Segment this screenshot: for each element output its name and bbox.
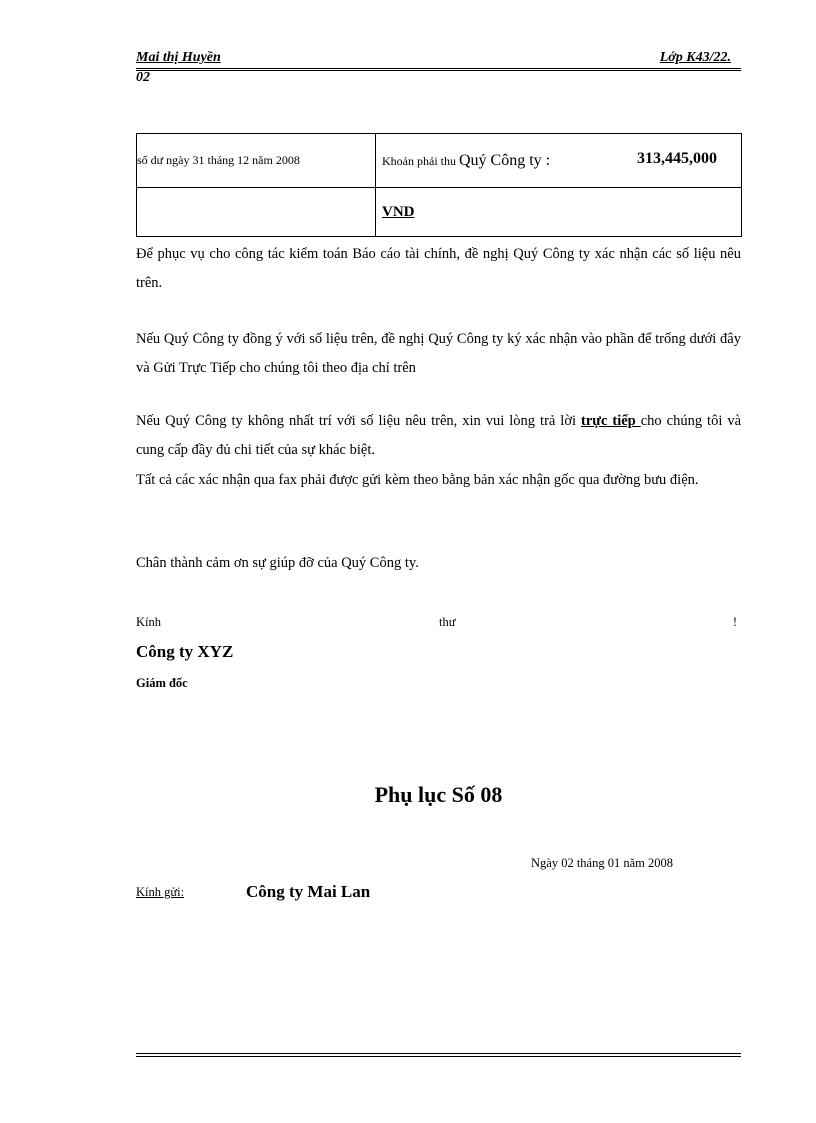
header-author: Mai thị Huyền: [136, 50, 221, 65]
receivable-amount: 313,445,000: [637, 150, 717, 167]
appendix-date: Ngày 02 tháng 01 năm 2008: [531, 856, 673, 870]
header-rule: [136, 68, 741, 71]
direct-emphasis: trực tiếp: [581, 413, 641, 429]
company-label: Quý Công ty :: [459, 151, 551, 169]
paragraph-disagree: [136, 407, 741, 465]
recipient-label: Kính gửi:: [136, 885, 185, 899]
paragraph-fax: Tất cả các xác nhận qua fax phải được gửi kèm theo bằng bản xác nhận gốc qua đường bưu điện.: [136, 472, 699, 488]
signer-company: Công ty XYZ: [136, 642, 234, 661]
paragraph-purpose: Để phục vụ cho công tác kiểm toán Báo cáo tài chính, đề nghị Quý Công ty xác nhận các số liệu nêu trên.: [136, 246, 741, 291]
paragraph-agree: Nếu Quý Công ty đồng ý với số liệu trên, đề nghị Quý Công ty ký xác nhận vào phần để trống dưới đây và Gửi Trực Tiếp cho chúng tôi theo địa chỉ trên: [136, 331, 741, 376]
table-row: [137, 134, 742, 188]
appendix-title: Phụ lục Số 08: [374, 782, 503, 807]
signer-title: Giám đốc: [136, 676, 188, 690]
table-row: [137, 188, 742, 237]
paragraph-thanks: Chân thành cảm ơn sự giúp đỡ của Quý Công ty.: [136, 555, 419, 571]
closing-word-1: Kính: [136, 615, 161, 629]
receivable-label: Khoản phải thu: [382, 153, 456, 168]
closing-line: [136, 615, 741, 635]
receivable-cell: [376, 134, 742, 188]
closing-word-2: thư: [439, 615, 456, 629]
paragraph-disagree-end: cho chúng tôi và cung cấp đầy đủ chi tiết của sự khác biệt.: [136, 413, 742, 458]
closing-word-3: !: [732, 615, 737, 629]
paragraph-disagree-start: Nếu Quý Công ty không nhất trí với số liệu nêu trên, xin vui lòng trả lời: [136, 413, 581, 429]
balance-table: [136, 133, 742, 237]
empty-cell: [137, 188, 376, 237]
header-class-continuation: 02: [136, 70, 150, 85]
balance-date-cell: số dư ngày 31 tháng 12 năm 2008: [137, 134, 376, 188]
header-class: Lớp K43/22.: [659, 50, 731, 65]
recipient-name: Công ty Mai Lan: [246, 882, 371, 901]
footer-rule: [136, 1053, 741, 1057]
currency-cell: VND: [376, 188, 742, 237]
